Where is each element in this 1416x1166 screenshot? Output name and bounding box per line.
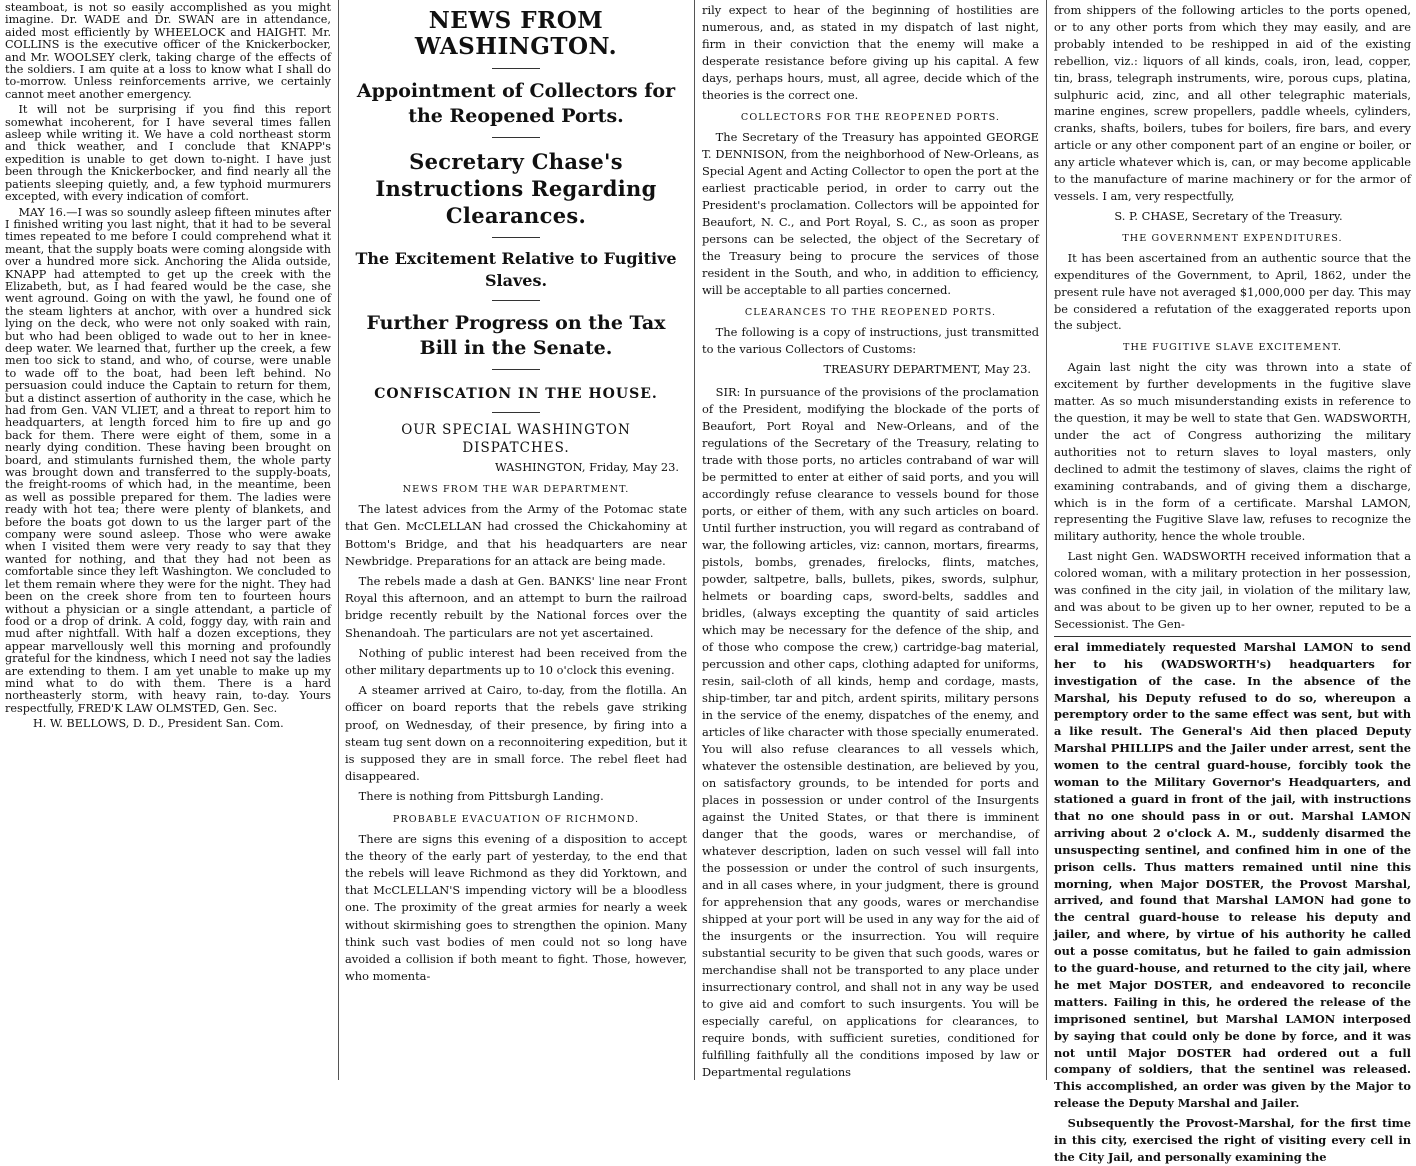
divider [492, 68, 540, 69]
paragraph: The latest advices from the Army of the Potomac state that Gen. McCLELLAN had crossed the Chickahominy at Bottom's Bridge, and that his headquarters are near Newbridge. Preparations for an attack are being made. [345, 502, 687, 568]
clipping-seam [1054, 636, 1411, 637]
paragraph: SIR: In pursuance of the provisions of the proclamation of the President, modifying the blockade of the ports of Beaufort, Port Royal and New-Orleans, and of the regulations of the Secretary of the Treasury, relating to trade with those ports, no articles contraband of war will be permitted to enter at either of said ports, and you will accordingly refuse clearance to vessels bound for those ports, or either of them, with any such articles on board. Until further instruction, you will regard as contraband of war, the following articles, viz: cannon, mortars, firearms, pistols, bombs, grenades, firelocks, flints, matches, powder, saltpetre, balls, bullets, pikes, swords, sulphur, helmets or boarding caps, sword-belts, saddles and bridles, (always excepting the quantity of said articles which may be necessary for the defence of the ship, and of those who compose the crew,) cartridge-bag material, percussion and other caps, clothing adapted for uniforms, resin, sail-cloth of all kinds, hemp and cordage, masts, ship-timber, tar and pitch, ardent spirits, military persons in the service of the enemy, dispatches of the enemy, and articles of like character with those specially enumerated. You will also refuse clearances to all vessels which, whatever the ostensible destination, are believed by you, on satisfactory grounds, to be intended for ports and places in possession or under control of the Insurgents against the United States, or that there is imminent danger that the goods, wares or merchandise, of whatever description, laden on such vessel will fall into the possession or under the control of such insurgents, and in all cases where, in your judgment, there is ground for apprehension that any goods, wares or merchandise shipped at your port will be used in any way for the aid of the insurgents or the insurrection. You will require substantial security to be given that such goods, wares or merchandise shall not be transported to any place under insurrectionary control, and shall not in any way be used to give aid and comfort to such insurgents. You will be especially careful, on applications for clearances, to require bonds, with sufficient sureties, conditioned for fulfilling faithfully all the conditions imposed by law or Departmental regulations [702, 385, 1039, 1079]
divider [492, 300, 540, 301]
paragraph: The Secretary of the Treasury has appointed GEORGE T. DENNISON, from the neighborhood of New-Orleans, as Special Agent and Acting Collector to open the port at the earliest practicable period, in order to carry out the President's proclamation. Collectors will be appointed for Beaufort, N. C., and Port Royal, S. C., as soon as proper persons can be selected, the object of the Secretary of the Treasury being to procure the services of those resident in the South, and who, in addition to efficiency, will be acceptable to all parties concerned. [702, 130, 1039, 297]
divider [492, 369, 540, 370]
paragraph: MAY 16.—I was so soundly asleep fifteen minutes after I finished writing you last night, that it had to be several times repeated to me before I could comprehend what it meant, that the supply boats were coming alongside with over a hundred more sick. Anchoring the Alida outside, KNAPP had attempted to get up the creek with the Elizabeth, but, as I had feared would be the case, she went aground. Going on with the yawl, he found one of the steam lighters at anchor, with over a hundred sick lying on the deck, who were not only soaked with rain, but who had been obliged to wade out to her in knee-deep water. We learned that, further up the creek, a few men too sick to stand, and who, of course, were unable to wade off to the boat, had been left behind. No persuasion could induce the Captain to return for them, but a distinct assertion of authority in the case, which he had from Gen. VAN VLIET, and a threat to report him to headquarters, at length forced him to fire up and go back for them. There were eight of them, some in a nearly dying condition. These having been brought on board, and stimulants furnished them, the whole party was brought down and transferred to the supply-boats, the freight-rooms of which had, in the meantime, been as well as possible prepared for them. The ladies were ready with hot tea; there were plenty of blankets, and before the boats got down to us the larger part of the company were sound asleep. Those who were awake when I visited them were very ready to say that they wanted for nothing, and that they had not been as comfortable since they left Washington. We concluded to let them remain where they were for the night. They had been on the creek shore from ten to fourteen hours without a physician or a single attendant, a particle of food or a drop of drink. A cold, foggy day, with rain and mud after nightfall. With half a dozen exceptions, they appear marvellously well this morning and profoundly grateful for the kindness, which I need not say the ladies are extending to them. I am yet unable to make up my mind what to do with them. There is a hard northeasterly storm, with heavy rain, to-day. Yours respectfully, FRED'K LAW OLMSTED, Gen. Sec. [5, 205, 331, 715]
main-headline: NEWS FROM WASHINGTON. [414, 7, 618, 60]
paragraph: The rebels made a dash at Gen. BANKS' line near Front Royal this afternoon, and an attempt to burn the railroad bridge recently rebuilt by the National forces over the Shenandoah. The particulars are not yet ascertained. [345, 574, 687, 640]
paragraph: The following is a copy of instructions, just transmitted to the various Collectors of Customs: [702, 325, 1039, 356]
section-subhead: COLLECTORS FOR THE REOPENED PORTS. [740, 112, 1001, 123]
column-4 [1049, 0, 1416, 1164]
bold-passage [1054, 639, 1411, 1166]
divider [492, 237, 540, 238]
paragraph: It has been ascertained from an authentic source that the expenditures of the Government, to April, 1862, under the present rule have not averaged $1,000,000 per day. This may be considered a refutation of the exaggerated reports upon the subject. [1054, 250, 1411, 333]
section-subhead: THE FUGITIVE SLAVE EXCITEMENT. [1122, 342, 1342, 354]
dateline: TREASURY DEPARTMENT, May 23. [823, 362, 1031, 376]
column-3 [697, 0, 1044, 1080]
paragraph: Nothing of public interest had been received from the other military departments up to 10 o'clock this evening. [345, 645, 687, 678]
paragraph: Subsequently the Provost-Marshal, for the first time in this city, exercised the right of visiting every cell in the City Jail, and personally examining the [1054, 1116, 1411, 1164]
paragraph: from shippers of the following articles to the ports opened, or to any other ports from which they may easily, and are probably intended to be reshipped in aid of the existing rebellion, viz.: liquors of all kinds, coals, iron, lead, copper, tin, brass, telegraph instruments, wire, porous cups, platina, sulphuric acid, zinc, and all other telegraphic materials, marine engines, screw propellers, paddle wheels, cylinders, cranks, shafts, boilers, tubes for boilers, fire bars, and every article or any other component part of an engine or boiler, or any article whatever which is, can, or may become applicable to the manufacture of marine machinery or for the armor of vessels. I am, very respectfully, [1054, 3, 1411, 203]
column-rule [694, 0, 695, 1080]
signature: H. W. BELLOWS, D. D., President San. Com. [33, 717, 284, 731]
paragraph: eral immediately requested Marshal LAMON to send her to his (WADSWORTH's) headquarters for investigation of the case. In the absence of the Marshal, his Deputy refused to do so, whereupon a peremptory order to the same effect was sent, but with a like result. The General's Aid then placed Deputy Marshal PHILLIPS and the Jailer under arrest, sent the women to the central guard-house, forcibly took the woman to the Military Governor's Headquarters, and stationed a guard in front of the jail, with instructions that no one should pass in or out. Marshal LAMON arriving about 2 o'clock A. M., suddenly disarmed the unsuspecting sentinel, and confined him in one of the prison cells. Thus matters remained until nine this morning, when Major DOSTER, the Provost Marshal, arrived, and found that Marshal LAMON had gone to the central guard-house to release his deputy and jailer, and where, by virtue of his authority he called out a posse comitatus, but he failed to gain admission to the guard-house, and returned to the city jail, where he met Major DOSTER, and endeavored to reconcile matters. Failing in this, he ordered the release of the imprisoned sentinel, but Marshal LAMON interposed by saying that could only be done by force, and it was not until Major DOSTER had ordered out a full company of soldiers, that the sentinel was released. This accomplished, an order was given by the Major to release the Deputy Marshal and Jailer. [1054, 639, 1411, 1111]
divider [492, 412, 540, 413]
section-subhead: NEWS FROM THE WAR DEPARTMENT. [402, 484, 630, 496]
subheadline: The Excitement Relative to Fugitive Slaves. [355, 249, 677, 290]
section-subhead: CLEARANCES TO THE REOPENED PORTS. [744, 307, 997, 318]
section-heading: OUR SPECIAL WASHINGTON DISPATCHES. [401, 422, 631, 456]
subheadline: Appointment of Collectors for the Reopened Ports. [356, 80, 676, 127]
section-subhead: THE GOVERNMENT EXPENDITURES. [1122, 232, 1343, 244]
paragraph: Last night Gen. WADSWORTH received information that a colored woman, with a military protection in her possession, was confined in the city jail, in violation of the military law, and was about to be given up to her owner, reputed to be a Secessionist. The Gen- [1054, 549, 1411, 631]
column-rule [1046, 0, 1047, 1080]
paragraph: A steamer arrived at Cairo, to-day, from the flotilla. An officer on board reports that the rebels gave striking proof, on Wednesday, of their presence, by firing into a steam tug sent down on a reconnoitering expedition, but it is supposed they are in small force. The rebel fleet had disappeared. [345, 683, 687, 784]
dateline: WASHINGTON, Friday, May 23. [495, 460, 679, 474]
section-subhead: PROBABLE EVACUATION OF RICHMOND. [392, 813, 640, 825]
divider [492, 137, 540, 138]
paragraph: Again last night the city was thrown into a state of excitement by further developments in the fugitive slave matter. As so much misunderstanding exists in reference to the question, it may be well to state that Gen. WADSWORTH, under the act of Congress authorizing the military authorities not to return slaves to loyal masters, only declined to admit the testimony of slaves, claims the right of examining contrabands, and of giving them a discharge, which is in the form of a certificate. Marshal LAMON, representing the Fugitive Slave law, refuses to recognize the military authority, hence the whole trouble. [1054, 360, 1411, 544]
paragraph: steamboat, is not so easily accomplished as you might imagine. Dr. WADE and Dr. SWAN are in attendance, aided most efficiently by WHEELOCK and HAIGHT. Mr. COLLINS is the executive officer of the Knickerbocker, and Mr. WOOLSEY clerk, taking charge of the effects of the soldiers. I am quite at a loss to know what I shall do to-morrow. Unless reinforcements arrive, we certainly cannot meet another emergency. [5, 1, 331, 101]
subheadline: CONFISCATION IN THE HOUSE. [374, 386, 658, 402]
column-rule [338, 0, 339, 1080]
column-1 [0, 0, 336, 1080]
column-2 [340, 0, 692, 1080]
subheadline: Secretary Chase's Instructions Regarding Clearances. [375, 149, 657, 228]
signature: S. P. CHASE, Secretary of the Treasury. [1114, 208, 1343, 223]
paragraph: It will not be surprising if you find this report somewhat incoherent, for I have several times fallen asleep while writing it. We have a cold northeast storm and thick weather, and I conclude that KNAPP's expedition is unable to get down to-night. I have just been through the Knickerbocker, and find nearly all the patients sleeping quietly, and, a few typhoid murmurers excepted, with every indication of comfort. [5, 103, 331, 204]
subheadline: Further Progress on the Tax Bill in the Senate. [366, 312, 666, 359]
paragraph: There is nothing from Pittsburgh Landing. [358, 789, 604, 804]
paragraph: rily expect to hear of the beginning of hostilities are numerous, and, as stated in my dispatch of last night, firm in their conviction that the enemy will make a desperate resistance before giving up his capital. A few days, perhaps hours, must, all agree, decide which of the theories is the correct one. [702, 3, 1039, 102]
paragraph: There are signs this evening of a disposition to accept the theory of the early part of yesterday, to the end that the rebels will leave Richmond as they did Yorktown, and that McCLELLAN'S impending victory will be a bloodless one. The proximity of the great armies for nearly a week without skirmishing goes to strengthen the opinion. Many think such vast bodies of men could not so long have avoided a collision if both meant to fight. Those, however, who momenta- [345, 831, 687, 984]
